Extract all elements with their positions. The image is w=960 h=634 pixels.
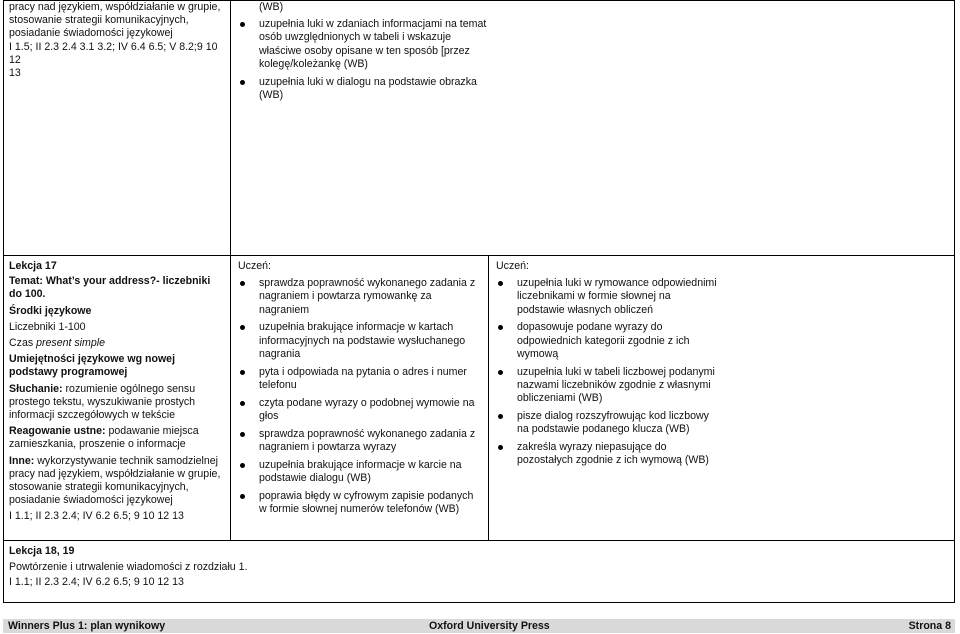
row-divider [3,255,955,256]
table-border-left [3,0,4,603]
list-item-text: poprawia błędy w cyfrowym zapisie podanych w formie słownej numerów telefonów (WB) [259,489,474,515]
list-item-text: uzupełnia luki w zdaniach informacjami na temat osób uwzględnionych w tabeli i wskazuje właściwe osoby opisane w ten sposób [przez kolegę/koleżankę (WB) [259,18,487,70]
list-item [496,366,721,406]
list-item [238,459,483,485]
requirements-list [496,277,721,467]
skills-continuation-cell [9,1,227,80]
student-header: Uczeń: [238,260,271,272]
footer-title: Winners Plus 1: plan wynikowy [8,620,166,632]
bullet-icon [498,325,503,330]
bullet-icon [240,22,245,27]
list-item-text: uzupełnia luki w rymowance odpowiednimi liczebnikami w formie słownej na podstawie własnych obliczeń [517,277,717,316]
language-means-item: Liczebniki 1-100 [9,320,86,333]
bullet-icon [498,445,503,450]
curriculum-codes: 13 [9,67,21,80]
curriculum-codes: I 1.1; II 2.3 2.4; IV 6.2 6.5; 9 10 12 13 [9,576,184,589]
other-skills: Inne: wykorzystywanie technik samodzielnej pracy nad językiem, współdziałanie w grupie, stosowanie strategii komunikacyjnych, posiadanie świadomości językowej [9,454,221,507]
bullet-icon [240,401,245,406]
list-item-text: pisze dialog rozszyfrowując kod liczbowy na podstawie podanego klucza (WB) [517,409,709,436]
list-item [496,441,721,467]
list-item [238,490,483,516]
bullet-icon [240,325,245,330]
list-item [238,428,483,454]
list-item-text: uzupełnia brakujące informacje w karcie na podstawie dialogu (WB) [259,458,462,484]
bullet-icon [240,370,245,375]
listening-skill: Słuchanie: rozumienie ogólnego sensu prostego tekstu, wyszukiwanie prostych informacji szczegółowych w tekście [9,382,196,422]
list-item-text: dopasowuje podane wyrazy do odpowiednich kategorii zgodnie z ich wymową [517,321,690,360]
lesson-title: Lekcja 18, 19 [9,545,75,557]
bullet-icon [240,281,245,286]
lesson-18-19-cell [9,545,909,590]
student-header: Uczeń: [496,260,529,272]
page-footer [3,619,955,633]
row-divider [3,540,955,541]
bullet-icon [240,432,245,437]
lesson-topic: Temat: What’s your address?- liczebniki do 100. [9,275,211,301]
lesson-plan-table [3,0,955,602]
list-item-text: sprawdza poprawność wykonanego zadania z nagraniem i powtarza wyrazy [259,427,476,453]
extended-requirements-cell [496,260,721,472]
curriculum-codes: I 1.1; II 2.3 2.4; IV 6.2 6.5; 9 10 12 13 [9,510,184,523]
text-line: pracy nad językiem, współdziałanie w grupie, [9,1,221,13]
table-border-bottom [3,602,955,603]
list-item [238,18,488,71]
lesson-title: Lekcja 17 [9,260,57,272]
footer-page-number: Strona 8 [908,620,951,632]
list-item [496,410,721,436]
column-divider [488,255,489,540]
list-item-text: pyta i odpowiada na pytania o adres i numer telefonu [259,365,467,391]
list-item-text: uzupełnia luki w tabeli liczbowej podanymi nazwami liczebników zgodnie z własnymi obliczeniami (WB) [517,365,715,405]
list-item-text: zakreśla wyrazy niepasujące do pozostałych zgodnie z ich wymową (WB) [517,440,709,467]
lesson-summary: Powtórzenie i utrwalenie wiadomości z rozdziału 1. [9,561,248,574]
column-divider [230,255,231,540]
basic-requirements-continuation-cell [238,1,488,107]
list-item [238,277,483,317]
list-item-text: uzupełnia brakujące informacje w kartach informacyjnych na podstawie wysłuchanego nagrania [259,321,466,360]
tense-line: Czas present simple [9,337,105,350]
bullet-icon [240,463,245,468]
list-item [496,277,721,317]
text-line: stosowanie strategii komunikacyjnych, [9,14,189,27]
bullet-icon [498,281,503,286]
footer-publisher: Oxford University Press [429,620,550,632]
list-item [238,76,488,102]
list-item [238,366,483,392]
text-line: (WB) [259,1,284,13]
list-item-text: sprawdza poprawność wykonanego zadania z nagraniem i powtarza rymowankę za nagraniem [259,277,476,316]
bullet-icon [240,80,245,85]
curriculum-codes: I 1.5; II 2.3 2.4 3.1 3.2; IV 6.4 6.5; V 8.2;9 10 12 [9,40,218,66]
list-item-text: czyta podane wyrazy o podobnej wymowie na głos [259,396,475,422]
text-line: posiadanie świadomości językowej [9,27,173,40]
skills-heading: Umiejętności językowe wg nowej podstawy programowej [9,353,176,379]
speaking-skill: Reagowanie ustne: podawanie miejsca zamieszkania, proszenie o informacje [9,425,199,451]
bullet-icon [498,370,503,375]
lesson-17-cell [9,260,224,524]
bullet-icon [240,494,245,499]
bullet-icon [498,414,503,419]
list-item [496,321,721,361]
language-means-heading: Środki językowe [9,304,92,317]
requirements-list [238,18,488,102]
list-item-text: uzupełnia luki w dialogu na podstawie obrazka (WB) [259,75,477,101]
requirements-list [238,277,483,516]
basic-requirements-cell [238,260,483,521]
column-divider [230,0,231,255]
list-item [238,397,483,423]
table-border-right [954,0,955,603]
list-item [238,321,483,361]
